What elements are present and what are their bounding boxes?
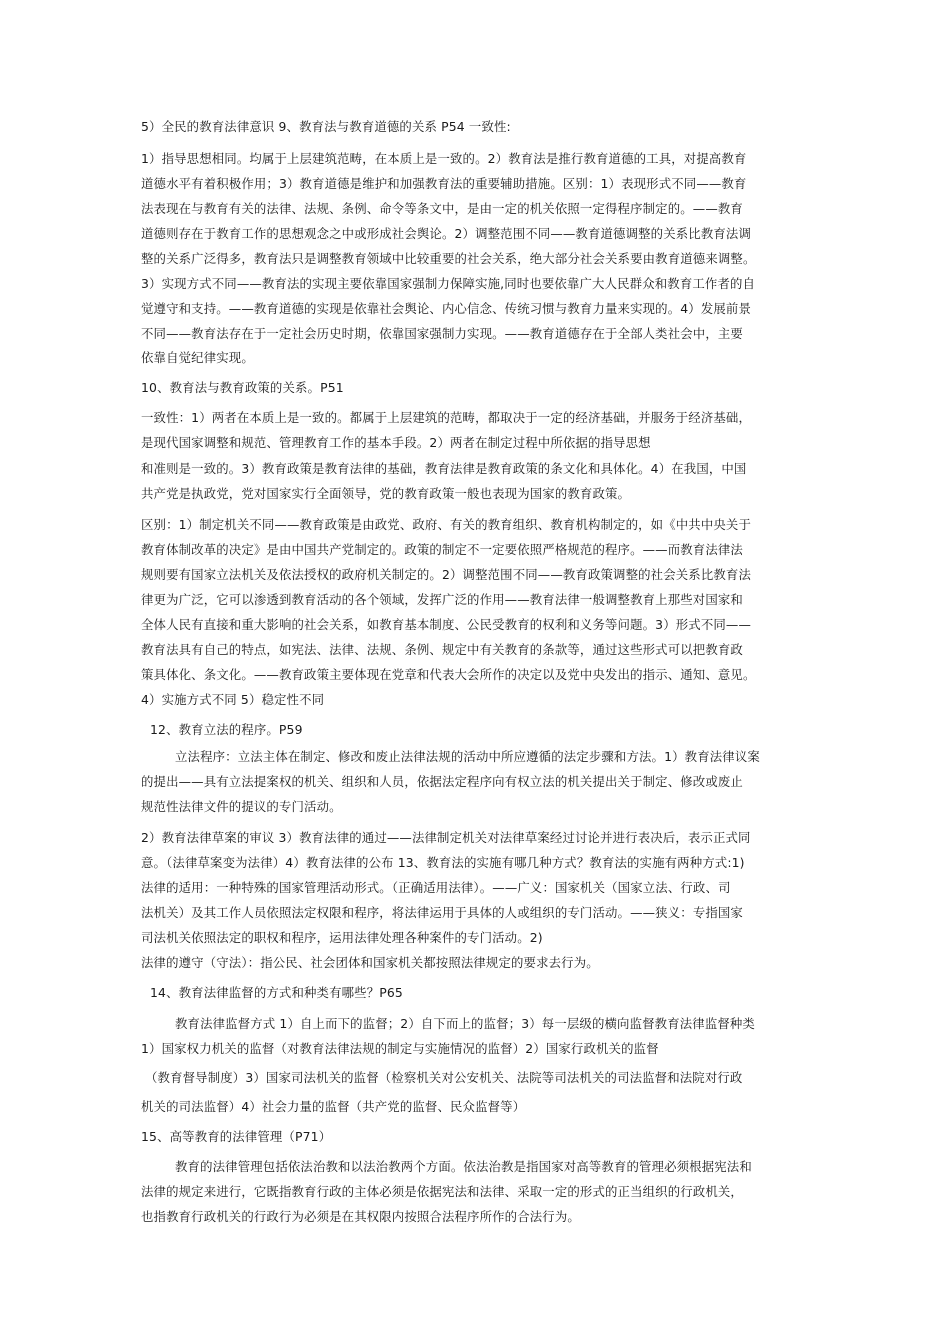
text-line: 机关的司法监督）4）社会力量的监督（共产党的监督、民众监督等）: [141, 1099, 526, 1114]
text-line: 规则要有国家立法机关及依法授权的政府机关制定的。2）调整范围不同——教育政策调整的社会关系比教育法: [141, 567, 751, 582]
text-line: 共产党是执政党，党对国家实行全面领导，党的教育政策一般也表现为国家的教育政策。: [141, 486, 631, 501]
text-line: 全体人民有直接和重大影响的社会关系，如教育基本制度、公民受教育的权利和义务等问题。3）形式不同——: [141, 617, 751, 632]
text-line: 2）教育法律草案的审议 3）教育法律的通过——法律制定机关对法律草案经过讨论并进行表决后，表示正式同: [141, 830, 751, 845]
text-line: 整的关系广泛得多，教育法只是调整教育领域中比较重要的社会关系，绝大部分社会关系要由教育道德来调整。: [141, 251, 756, 266]
section-heading: 15、高等教育的法律管理（P71）: [141, 1129, 332, 1144]
text-line: 立法程序：立法主体在制定、修改和废止法律法规的活动中所应遵循的法定步骤和方法。1）教育法律议案: [175, 749, 760, 764]
text-line: 道德则存在于教育工作的思想观念之中或形成社会舆论。2）调整范围不同——教育道德调整的关系比教育法调: [141, 226, 751, 241]
text-line: 律更为广泛，它可以渗透到教育活动的各个领域，发挥广泛的作用——教育法律一般调整教育上那些对国家和: [141, 592, 743, 607]
text-line: 法机关）及其工作人员依照法定权限和程序，将法律运用于具体的人或组织的专门活动。——狭义：专指国家: [141, 905, 743, 920]
text-line: 的提出——具有立法提案权的机关、组织和人员，依据法定程序向有权立法的机关提出关于制定、修改或废止: [141, 774, 743, 789]
text-line: 依靠自觉纪律实现。: [141, 350, 254, 365]
text-line: 和准则是一致的。3）教育政策是教育法律的基础，教育法律是教育政策的条文化和具体化。4）在我国，中国: [141, 461, 747, 476]
text-line: 意。（法律草案变为法律）4）教育法律的公布 13、教育法的实施有哪几种方式？教育法的实施有两种方式:1): [141, 855, 745, 870]
text-line: 5）全民的教育法律意识 9、教育法与教育道德的关系 P54 一致性:: [141, 119, 511, 134]
text-line: 是现代国家调整和规范、管理教育工作的基本手段。2）两者在制定过程中所依据的指导思想: [141, 435, 651, 450]
section-heading: 12、教育立法的程序。P59: [150, 722, 303, 737]
text-line: 1）国家权力机关的监督（对教育法律法规的制定与实施情况的监督）2）国家行政机关的监督: [141, 1041, 659, 1056]
text-line: 法表现在与教育有关的法律、法规、条例、命令等条文中，是由一定的机关依照一定得程序制定的。——教育: [141, 201, 743, 216]
section-heading: 10、教育法与教育政策的关系。P51: [141, 380, 344, 395]
text-line: 法律的适用：一种特殊的国家管理活动形式。（正确适用法律）。——广义：国家机关（国家立法、行政、司: [141, 880, 731, 895]
text-line: 4）实施方式不同 5）稳定性不同: [141, 692, 325, 707]
text-line: 法律的遵守（守法）：指公民、社会团体和国家机关都按照法律规定的要求去行为。: [141, 955, 599, 970]
text-line: （教育督导制度）3）国家司法机关的监督（检察机关对公安机关、法院等司法机关的司法监督和法院对行政: [145, 1070, 743, 1085]
section-heading: 14、教育法律监督的方式和种类有哪些？P65: [150, 985, 403, 1000]
text-line: 司法机关依照法定的职权和程序，运用法律处理各种案件的专门活动。2): [141, 930, 543, 945]
text-line: 策具体化、条文化。——教育政策主要体现在党章和代表大会所作的决定以及党中央发出的指示、通知、意见。: [141, 667, 756, 682]
text-line: 道德水平有着积极作用；3）教育道德是维护和加强教育法的重要辅助措施。区别：1）表现形式不同——教育: [141, 176, 747, 191]
text-line: 区别：1）制定机关不同——教育政策是由政党、政府、有关的教育组织、教育机构制定的，如《中共中央关于: [141, 517, 751, 532]
text-line: 规范性法律文件的提议的专门活动。: [141, 799, 342, 814]
text-line: 法律的规定来进行，它既指教育行政的主体必须是依据宪法和法律、采取一定的形式的正当组织的行政机关，: [141, 1184, 743, 1199]
text-line: 教育法律监督方式 1）自上而下的监督；2）自下而上的监督；3）每一层级的横向监督教育法律监督种类: [175, 1016, 755, 1031]
text-line: 教育的法律管理包括依法治教和以法治教两个方面。依法治教是指国家对高等教育的管理必须根据宪法和: [175, 1159, 752, 1174]
text-line: 觉遵守和支持。——教育道德的实现是依靠社会舆论、内心信念、传统习惯与教育力量来实现的。4）发展前景: [141, 301, 751, 316]
text-line: 3）实现方式不同——教育法的实现主要依靠国家强制力保障实施,同时也要依靠广大人民群众和教育工作者的自: [141, 276, 756, 291]
text-line: 教育法具有自己的特点，如宪法、法律、法规、条例、规定中有关教育的条款等，通过这些形式可以把教育政: [141, 642, 743, 657]
text-line: 1）指导思想相同。均属于上层建筑范畴，在本质上是一致的。2）教育法是推行教育道德的工具，对提高教育: [141, 151, 747, 166]
text-line: 也指教育行政机关的行政行为必须是在其权限内按照合法程序所作的合法行为。: [141, 1209, 580, 1224]
text-line: 不同——教育法存在于一定社会历史时期，依靠国家强制力实现。——教育道德存在于全部人类社会中，主要: [141, 326, 743, 341]
text-line: 教育体制改革的决定》是由中国共产党制定的。政策的制定不一定要依照严格规范的程序。——而教育法律法: [141, 542, 743, 557]
text-line: 一致性：1）两者在本质上是一致的。都属于上层建筑的范畴，都取决于一定的经济基础，并服务于经济基础，: [141, 410, 751, 425]
